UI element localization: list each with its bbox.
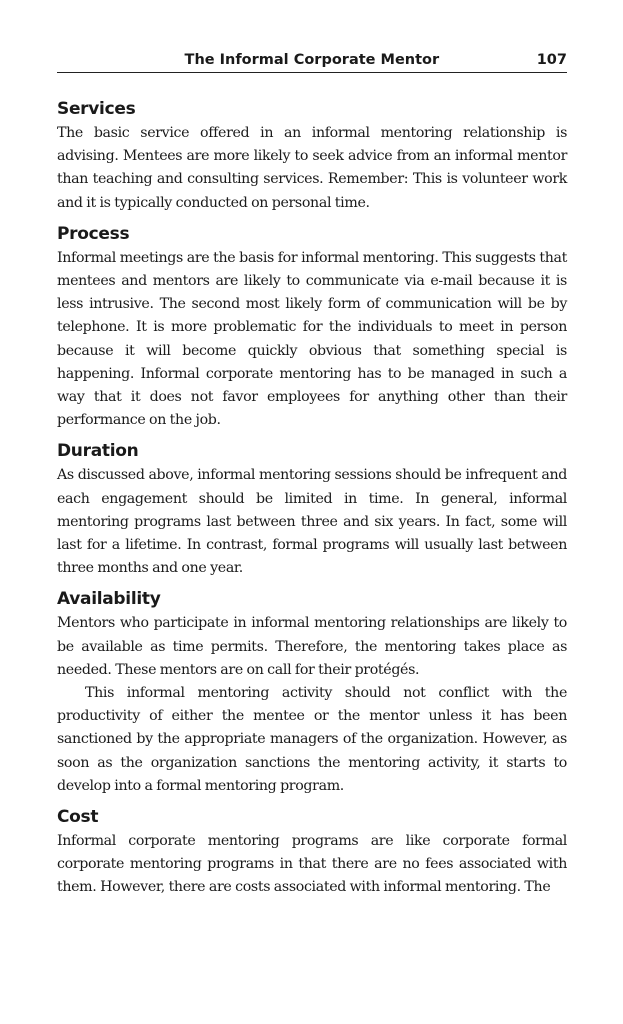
section-heading: Process — [57, 223, 130, 244]
body-paragraph: The basic service offered in an informal mentoring relationship is advising. Mentees are more likely to seek advice from an informal mentor than teaching and consulting services. Remember: This is volunteer work and it is typically conducted on personal time. — [57, 125, 567, 211]
section-heading: Services — [57, 99, 136, 119]
running-header — [57, 52, 567, 73]
body-paragraph: This informal mentoring activity should not conflict with the productivity of either the mentee or the mentor unless it has been sanctioned by the appropriate managers of the organization. However, as soon as the organization sanctions the mentoring activity, it starts to develop into a formal mentoring program. — [57, 685, 567, 794]
body-paragraph: Informal corporate mentoring programs are like corporate formal corporate mentoring programs in that there are no fees associated with them. However, there are costs associated with informal mentoring. The — [57, 833, 567, 896]
section-process — [57, 221, 567, 433]
book-page — [57, 52, 567, 900]
body-paragraph: As discussed above, informal mentoring sessions should be infrequent and each engagement should be limited in time. In general, informal mentoring programs last between three and six years. In fact, some will last for a lifetime. In contrast, formal programs will usually last between three months and one year. — [57, 467, 567, 577]
section-availability — [57, 586, 567, 798]
section-heading: Availability — [57, 589, 161, 610]
section-heading: Cost — [57, 807, 99, 828]
body-paragraph: Informal meetings are the basis for informal mentoring. This suggests that mentees and mentors are likely to communicate via e-mail because it is less intrusive. The second most likely form of communication will be by telephone. It is more problematic for the individuals to meet in person because it will become quickly obvious that something special is happening. Informal corporate mentoring has to be managed in such a way that it does not favor employees for anything other than their performance on the job. — [57, 249, 567, 429]
running-title: The Informal Corporate Mentor — [184, 52, 440, 68]
page-number: 107 — [536, 52, 567, 68]
section-duration — [57, 438, 567, 580]
section-cost — [57, 804, 567, 900]
body-paragraph: Mentors who participate in informal mentoring relationships are likely to be available as time permits. Therefore, the mentoring takes place as needed. These mentors are on call for their protégés. — [57, 615, 567, 678]
section-heading: Duration — [57, 441, 139, 462]
section-services — [57, 96, 567, 215]
